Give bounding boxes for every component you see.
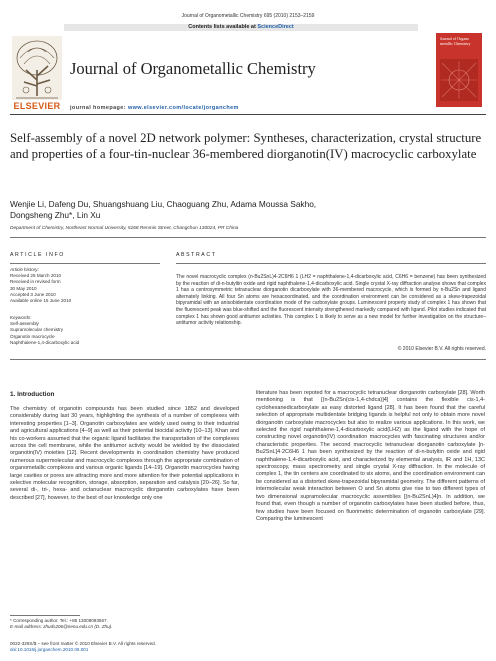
keyword-item: Naphthalene-1,4-dicarboxylic acid (10, 339, 80, 345)
publisher-wordmark: ELSEVIER (13, 101, 61, 111)
footnote-rule (10, 615, 80, 616)
homepage-url[interactable]: www.elsevier.com/locate/jorganchem (127, 105, 239, 111)
abstract-rule (176, 263, 486, 264)
article-info-rule (10, 263, 160, 264)
elsevier-tree-logo (12, 36, 62, 100)
authors-line-1: Wenjie Li, Dafeng Du, Shuangshuang Liu, Chaoguang Zhu, Adama Moussa Sakho, (10, 199, 317, 209)
article-history (10, 267, 150, 304)
cover-title: Journal of Organo metallic Chemistry (440, 36, 471, 46)
issn-line: 0022-328X/$ – see front matter © 2010 Elsevier B.V. All rights reserved. (10, 641, 156, 646)
keywords-title: Keywords: (10, 315, 32, 320)
body-right-column: literature has been repoted for a macrocyclic tetranuclear diorganotin carboxylate [28]. Worth mentioning is that [(n-Bu2Sn(cis-1,4-chdca)]4] contains the flexible cis-1,4-cyclohexanedicarboxylate as easy distorted ligand [28]. It has been found that the careful selection of appropriate multidentate bridging ligands is helpful not only to obtain more novel diorganotin carboxylate macrocycles but also to realize various applications. In this work, we selected the rigid naphthalene-1,4-dicarboxylic acid(LH2) as the ligand with the hope of constructing novel organotin(IV) coordination macrocycles with fascinating structures and/or characteristic properties. The second macrocyclic tetranuclear diorganotin carboxylate [n-Bu2SnL]4·2C6H6 1 has been synthesized by the reaction of di-n-butyltin oxide and rigid naphthalene-1,4-dicarboxylic acid, and characterized by elemental analysis, IR and 1H, 13C spectroscopy, mass spectrometry and single crystal X-ray diffraction. In the molecule of complex 1, the tin centers are coordinated to six atoms, and the coordination environment can be considered as a distorted skew-trapezoidal bipyramidal geometry. The different patterns of intermolecular weak interaction between O and Sn atoms give rise to two different types of two dimensional supramolecular macrocyclic assemblies [(n-Bu2SnL)4]n. In addition, we found that, even though a number of organotin carboxylates have been studied before, thus, few studies have been focused on fluorimetric determination of organotin carboxylate [29]. Comparing the luminescent (256, 390, 485, 522)
issn-doi (10, 641, 156, 654)
keyword-item: Organotin macrocycle (10, 333, 55, 339)
article-info-label: ARTICLE INFO (10, 252, 65, 258)
abstract-text: The novel macrocyclic complex (n-Bu2SnL)4·2C6H6 1 (LH2 = naphthalene-1,4-dicarboxylic acid, C6H6 = benzene) has been synthesized by the reaction of di-n-butyltin oxide and rigid naphthalene-1,4-dicarboxylic acid. Single crystal X-ray diffraction analyse shows that complex 1 has a centrosymmetric tetranuclear diorganotin dicarboxylate with 36-membered macrocycle, which is formed by n-Bu2Sn and ligand alternately linking. All four Sn atoms are hexacoordinated, and the coordination environment can be considered as a skew-trapezoidal bipyramidal with an anisobidentate coordination mode of the carboxylate groups. Luminescent property study of complex 1 has shown that the fluorescent peak was blue-shifted and the fluorescent intensity strengthened markedly compared with ligand. Pilot studies indicated that complex 1 has shown good antitumor activities. This complex 1 is likely to serve as a new model for further investigation on the structure–antitumor activity relationship. (176, 274, 486, 327)
authors-line-2: Dongsheng Zhu*, Lin Xu (10, 210, 101, 220)
keyword-item: Self-assembly (10, 321, 39, 327)
journal-homepage (70, 105, 420, 111)
keywords (10, 315, 150, 346)
abstract-copyright: © 2010 Elsevier B.V. All rights reserved. (397, 346, 486, 352)
keyword-item: Supramolecular chemistry (10, 327, 64, 333)
doi-link[interactable]: doi:10.1016/j.jorganchem.2010.06.001 (10, 647, 89, 653)
journal-reference: Journal of Organometallic Chemistry 695 (2010) 2153–2159 (181, 13, 315, 19)
abstract-label: ABSTRACT (176, 252, 217, 258)
header-rule (10, 114, 486, 115)
author-email[interactable]: E-mail address: zhuds206@nenu.edu.cn (D. Zhu). (10, 624, 113, 630)
section-rule (10, 237, 486, 238)
history-item: Accepted 3 June 2010 (10, 291, 56, 297)
history-item: Received 25 March 2010 (10, 273, 62, 279)
journal-name: Journal of Organometallic Chemistry (70, 59, 316, 78)
affiliation: Department of Chemistry, Northeast Normal University, 5268 Renmin Street, Changchun 130024, PR China (10, 226, 239, 231)
author-list (10, 199, 470, 221)
footnote (10, 618, 112, 631)
body-left-column: The chemistry of organotin compounds has been studied since 1852 and developed considerably during last 30 years, highlighting the synthesis of a number of complexes with interesting properties [1–3]. Organotin carboxylates are widely used owing to their industrial and agricultural applications [4–9] as well as their potential biocidal activity [10–13]. Khan and his co-workers assumed that the organic ligand facilitates the transportation of the complexes across the cell membrane, while the antitumor activity would be wielded by the dissociated organotin(IV) moieties [12]. Recent developments in coordination chemistry have produced numerous supermolecular and macrocyclic complexes through the appropriate combination of organometallic complexes and various organic ligands [14–19]. Organotin macrocycles having large cavities or pores are attracting more and more attention for their potential applications in selective molecular recognition, storage, absorption, separation and catalysis [20–26]. So far, several di-, tri-, hexa- and octanuclear macrocyclic diorganotin carboxylates have been described [27], however, to the best of our knowledge only one (10, 406, 239, 501)
history-item: Available online 15 June 2010 (10, 298, 72, 304)
homepage-prefix: journal homepage: (70, 105, 128, 111)
article-title: Self-assembly of a novel 2D network polymer: Syntheses, characterization, crystal structure and properties of a four-tin-nuclear 36-membered diorganotin(IV) macrocyclic carboxylate (10, 131, 482, 161)
contents-line (64, 24, 418, 31)
sciencedirect-link[interactable]: ScienceDirect (257, 24, 294, 30)
contents-prefix: Contents lists available at (188, 24, 258, 30)
history-title: Article history: (10, 267, 39, 272)
body-rule (10, 359, 486, 360)
history-item: 30 May 2010 (10, 285, 37, 291)
corresponding-author: * Corresponding author. Tel.: +86 13009093567. (10, 618, 108, 623)
introduction-heading: 1. Introduction (10, 391, 55, 398)
history-item: Received in revised form (10, 279, 61, 285)
